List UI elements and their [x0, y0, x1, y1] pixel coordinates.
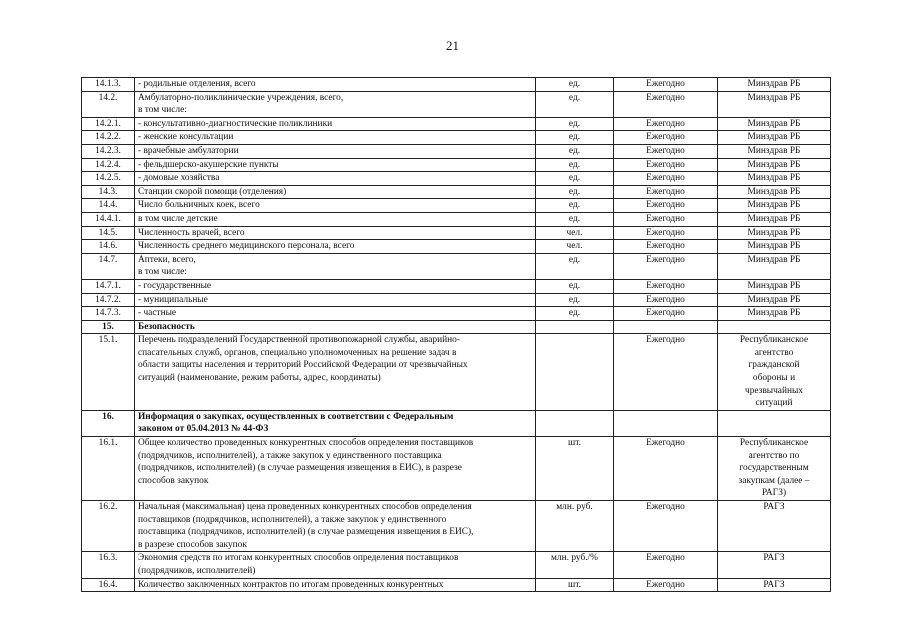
responsible-agency [718, 78, 831, 92]
indicator-name [135, 144, 536, 158]
indicator-name-line: - муниципальные [138, 294, 208, 305]
periodicity: Ежегодно [614, 131, 718, 145]
unit-of-measure: ед. [536, 293, 614, 307]
indicator-table [81, 77, 831, 592]
responsible-agency [718, 199, 831, 213]
periodicity: Ежегодно [614, 78, 718, 92]
responsible-agency-line: Минздрав РБ [747, 254, 801, 265]
indicator-name [135, 552, 536, 578]
periodicity [614, 410, 718, 436]
responsible-agency-line: Минздрав РБ [747, 213, 801, 224]
table-row [82, 578, 831, 592]
row-number: 14.4.1. [82, 212, 135, 226]
unit-of-measure [536, 334, 614, 411]
row-number: 14.4. [82, 199, 135, 213]
table-row [82, 185, 831, 199]
indicator-name-line: (подрядчиков, исполнителей), а также закупок у единственного поставщика [138, 450, 442, 461]
responsible-agency [718, 212, 831, 226]
responsible-agency-line: гражданской [748, 360, 800, 371]
indicator-name-line: - консультативно-диагностические поликлиники [138, 118, 333, 129]
indicator-name-line: Перечень подразделений Государственной противопожарной службы, аварийно- [138, 335, 460, 346]
periodicity: Ежегодно [614, 279, 718, 293]
table-row [82, 158, 831, 172]
row-number: 14.6. [82, 240, 135, 254]
unit-of-measure: ед. [536, 144, 614, 158]
row-number: 14.7. [82, 253, 135, 279]
responsible-agency [718, 437, 831, 501]
row-number: 14.2.3. [82, 144, 135, 158]
indicator-name-line: - домовые хозяйства [138, 173, 220, 184]
responsible-agency-line: РАГЗ [763, 579, 785, 590]
indicator-name-line: поставщика (подрядчиков, исполнителей) (в случае размещения извещения в ЕИС), [138, 527, 474, 538]
indicator-name [135, 172, 536, 186]
row-number: 14.2.4. [82, 158, 135, 172]
table-row [82, 212, 831, 226]
responsible-agency-line: Минздрав РБ [747, 294, 801, 305]
indicator-name-line: Общее количество проведенных конкурентных способов определения поставщиков [138, 438, 474, 449]
responsible-agency [718, 552, 831, 578]
indicator-name [135, 91, 536, 117]
responsible-agency-line: Минздрав РБ [747, 241, 801, 252]
periodicity: Ежегодно [614, 172, 718, 186]
indicator-name-line: законом от 05.04.2013 № 44-ФЗ [138, 424, 269, 435]
responsible-agency-line: Минздрав РБ [747, 132, 801, 143]
responsible-agency-line: Минздрав РБ [747, 186, 801, 197]
indicator-name [135, 410, 536, 436]
responsible-agency [718, 307, 831, 321]
indicator-name [135, 212, 536, 226]
periodicity: Ежегодно [614, 226, 718, 240]
table-row [82, 279, 831, 293]
table-row [82, 253, 831, 279]
responsible-agency [718, 131, 831, 145]
responsible-agency [718, 185, 831, 199]
table-row [82, 552, 831, 578]
table-row [82, 240, 831, 254]
periodicity: Ежегодно [614, 240, 718, 254]
responsible-agency-line: агентство [754, 347, 794, 358]
periodicity: Ежегодно [614, 307, 718, 321]
periodicity: Ежегодно [614, 578, 718, 592]
responsible-agency-line: Минздрав РБ [747, 280, 801, 291]
indicator-name-line: - государственные [138, 280, 212, 291]
table-body [82, 78, 831, 592]
indicator-name-line: области защиты населения и территорий Российской Федерации от чрезвычайных [138, 360, 468, 371]
indicator-name-line: Станции скорой помощи (отделения) [138, 186, 287, 197]
responsible-agency-line: Минздрав РБ [747, 145, 801, 156]
indicator-name [135, 578, 536, 592]
row-number: 16.1. [82, 437, 135, 501]
unit-of-measure: ед. [536, 117, 614, 131]
table-row [82, 172, 831, 186]
row-number: 16.3. [82, 552, 135, 578]
table-row [82, 307, 831, 321]
responsible-agency-line: РАГЗ [763, 502, 785, 512]
indicator-name [135, 226, 536, 240]
unit-of-measure: ед. [536, 307, 614, 321]
responsible-agency-line: РАГЗ) [761, 488, 787, 499]
indicator-name [135, 253, 536, 279]
responsible-agency-line: Минздрав РБ [747, 92, 801, 103]
indicator-name-line: Информация о закупках, осуществленных в соответствии с Федеральным [138, 411, 454, 422]
indicator-name-line: в разрезе способов закупок [138, 539, 247, 550]
indicator-name-line: Начальная (максимальная) цена проведенных конкурентных способов определения [138, 502, 472, 512]
indicator-name [135, 199, 536, 213]
indicator-name-line: (подрядчиков, исполнителей) (в случае размещения извещения в ЕИС), в разрезе [138, 463, 462, 474]
responsible-agency [718, 293, 831, 307]
indicator-name-line: - частные [138, 308, 177, 319]
table-row [82, 199, 831, 213]
responsible-agency-line: агентство по [748, 450, 800, 461]
unit-of-measure: ед. [536, 185, 614, 199]
page-number: 21 [446, 38, 459, 53]
unit-of-measure: шт. [536, 437, 614, 501]
indicator-name-line: ситуаций (наименование, режим работы, адрес, координаты) [138, 373, 381, 384]
indicator-name-line: - женские консультации [138, 132, 234, 143]
responsible-agency-line: Республиканское [739, 335, 809, 346]
indicator-name [135, 437, 536, 501]
section-row [82, 410, 831, 436]
responsible-agency [718, 410, 831, 436]
responsible-agency-line: обороны и [752, 373, 796, 384]
indicator-name-line: Аптеки, всего, [138, 254, 196, 265]
responsible-agency [718, 117, 831, 131]
row-number: 16. [82, 410, 135, 436]
indicator-name-line: в том числе: [138, 105, 187, 116]
responsible-agency-line: Республиканское [739, 438, 809, 449]
indicator-name-line: Численность среднего медицинского персонала, всего [138, 241, 355, 252]
periodicity: Ежегодно [614, 144, 718, 158]
indicator-name-line: поставщиков (подрядчиков, исполнителей), а также закупок у единственного [138, 514, 447, 525]
row-number: 16.4. [82, 578, 135, 592]
responsible-agency [718, 320, 831, 334]
unit-of-measure [536, 410, 614, 436]
row-number: 14.7.3. [82, 307, 135, 321]
unit-of-measure: ед. [536, 172, 614, 186]
unit-of-measure: ед. [536, 253, 614, 279]
responsible-agency-line: государственным [739, 463, 809, 474]
row-number: 15. [82, 320, 135, 334]
indicator-name [135, 320, 536, 334]
responsible-agency [718, 578, 831, 592]
unit-of-measure: млн. руб. [536, 501, 614, 552]
indicator-name-line: в том числе детские [138, 213, 218, 224]
responsible-agency [718, 334, 831, 411]
row-number: 15.1. [82, 334, 135, 411]
indicator-name-line: Численность врачей, всего [138, 227, 245, 238]
indicator-name-line: способов закупок [138, 475, 209, 486]
periodicity: Ежегодно [614, 293, 718, 307]
indicator-name [135, 279, 536, 293]
responsible-agency [718, 226, 831, 240]
indicator-name-line: - фельдшерско-акушерские пункты [138, 159, 279, 170]
row-number: 14.2.1. [82, 117, 135, 131]
periodicity: Ежегодно [614, 501, 718, 552]
section-row [82, 320, 831, 334]
responsible-agency [718, 158, 831, 172]
periodicity: Ежегодно [614, 185, 718, 199]
indicator-name-line: - врачебные амбулатории [138, 145, 239, 156]
periodicity: Ежегодно [614, 437, 718, 501]
unit-of-measure: ед. [536, 158, 614, 172]
unit-of-measure: ед. [536, 212, 614, 226]
responsible-agency-line: ситуаций [755, 398, 793, 409]
responsible-agency-line: Минздрав РБ [747, 173, 801, 184]
periodicity: Ежегодно [614, 199, 718, 213]
unit-of-measure: млн. руб./% [536, 552, 614, 578]
table-row [82, 144, 831, 158]
table-row [82, 293, 831, 307]
table-row [82, 131, 831, 145]
row-number: 14.5. [82, 226, 135, 240]
table-row [82, 117, 831, 131]
unit-of-measure: чел. [536, 226, 614, 240]
row-number: 14.2. [82, 91, 135, 117]
periodicity [614, 320, 718, 334]
responsible-agency-line: Минздрав РБ [747, 79, 801, 89]
indicator-name-line: Число больничных коек, всего [138, 200, 260, 211]
responsible-agency-line: РАГЗ [763, 553, 785, 564]
indicator-name-line: в том числе: [138, 267, 187, 278]
indicator-name-line: (подрядчиков, исполнителей) [138, 565, 256, 576]
responsible-agency [718, 91, 831, 117]
unit-of-measure: чел. [536, 240, 614, 254]
indicator-name-line: спасательных служб, органов, специально уполномоченных на решение задач в [138, 347, 457, 358]
indicator-name [135, 240, 536, 254]
periodicity: Ежегодно [614, 552, 718, 578]
responsible-agency-line: закупкам (далее – [738, 475, 810, 486]
responsible-agency-line: Минздрав РБ [747, 118, 801, 129]
indicator-name-line: Экономия средств по итогам конкурентных способов определения поставщиков [138, 553, 459, 564]
indicator-name-line: Амбулаторно-поликлинические учреждения, всего, [138, 92, 344, 103]
table-row [82, 334, 831, 411]
responsible-agency [718, 172, 831, 186]
row-number: 14.2.5. [82, 172, 135, 186]
periodicity: Ежегодно [614, 158, 718, 172]
indicator-name [135, 117, 536, 131]
periodicity: Ежегодно [614, 334, 718, 411]
indicator-name-line: - родильные отделения, всего [138, 79, 256, 89]
indicator-name [135, 334, 536, 411]
responsible-agency-line: Минздрав РБ [747, 227, 801, 238]
table-row [82, 501, 831, 552]
responsible-agency [718, 240, 831, 254]
responsible-agency-line: чрезвычайных [744, 385, 803, 396]
responsible-agency-line: Минздрав РБ [747, 308, 801, 319]
indicator-name-line: Количество заключенных контрактов по итогам проведенных конкурентных [138, 579, 444, 590]
unit-of-measure: шт. [536, 578, 614, 592]
indicator-name [135, 307, 536, 321]
row-number: 14.2.2. [82, 131, 135, 145]
indicator-name [135, 78, 536, 92]
table-row [82, 78, 831, 92]
unit-of-measure: ед. [536, 279, 614, 293]
periodicity: Ежегодно [614, 117, 718, 131]
table-row [82, 226, 831, 240]
responsible-agency-line: Минздрав РБ [747, 159, 801, 170]
indicator-name [135, 185, 536, 199]
indicator-name [135, 158, 536, 172]
row-number: 16.2. [82, 501, 135, 552]
responsible-agency [718, 279, 831, 293]
unit-of-measure [536, 320, 614, 334]
periodicity: Ежегодно [614, 212, 718, 226]
table-row [82, 437, 831, 501]
responsible-agency [718, 144, 831, 158]
unit-of-measure: ед. [536, 131, 614, 145]
unit-of-measure: ед. [536, 199, 614, 213]
table-row [82, 91, 831, 117]
row-number: 14.7.2. [82, 293, 135, 307]
responsible-agency [718, 501, 831, 552]
unit-of-measure: ед. [536, 91, 614, 117]
indicator-name-line: Безопасность [138, 321, 195, 332]
row-number: 14.7.1. [82, 279, 135, 293]
periodicity: Ежегодно [614, 91, 718, 117]
responsible-agency [718, 253, 831, 279]
periodicity: Ежегодно [614, 253, 718, 279]
indicator-name [135, 501, 536, 552]
indicator-name [135, 293, 536, 307]
responsible-agency-line: Минздрав РБ [747, 200, 801, 211]
indicator-name [135, 131, 536, 145]
row-number: 14.3. [82, 185, 135, 199]
row-number: 14.1.3. [82, 78, 135, 92]
unit-of-measure: ед. [536, 78, 614, 92]
